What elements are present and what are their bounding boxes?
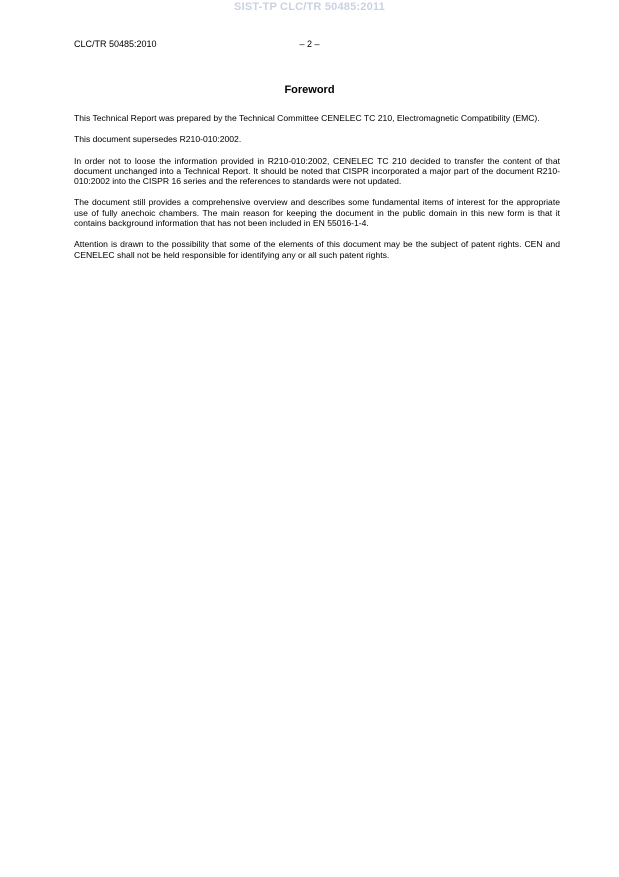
document-reference: CLC/TR 50485:2010 bbox=[74, 39, 157, 49]
paragraph-3: In order not to loose the information provided in R210-010:2002, CENELEC TC 210 decided to transfer the content of that document unchanged into a Technical Report. It should be noted that CISPR incorporated a major part of the document R210-010:2002 into the CISPR 16 series and the references to standards were not updated. bbox=[74, 155, 560, 187]
paragraph-1: This Technical Report was prepared by the Technical Committee CENELEC TC 210, Electromagnetic Compatibility (EMC). bbox=[74, 113, 540, 123]
paragraph-2: This document supersedes R210-010:2002. bbox=[74, 134, 242, 145]
paragraph-5: Attention is drawn to the possibility that some of the elements of this document may be the subject of patent rights. CEN and CENELEC shall not be held responsible for identifying any or all such patent rights. bbox=[74, 239, 560, 260]
body-text bbox=[74, 113, 560, 271]
watermark: SIST-TP CLC/TR 50485:2011 bbox=[234, 1, 385, 13]
section-heading: Foreword bbox=[284, 84, 335, 96]
page-number: – 2 – bbox=[299, 39, 320, 49]
paragraph-4: The document still provides a comprehensive overview and describes some fundamental items of interest for the appropriate use of fully anechoic chambers. The main reason for keeping the document in the public domain in this new form is that it contains background information that has not been included in EN 55016-1-4. bbox=[74, 197, 560, 229]
